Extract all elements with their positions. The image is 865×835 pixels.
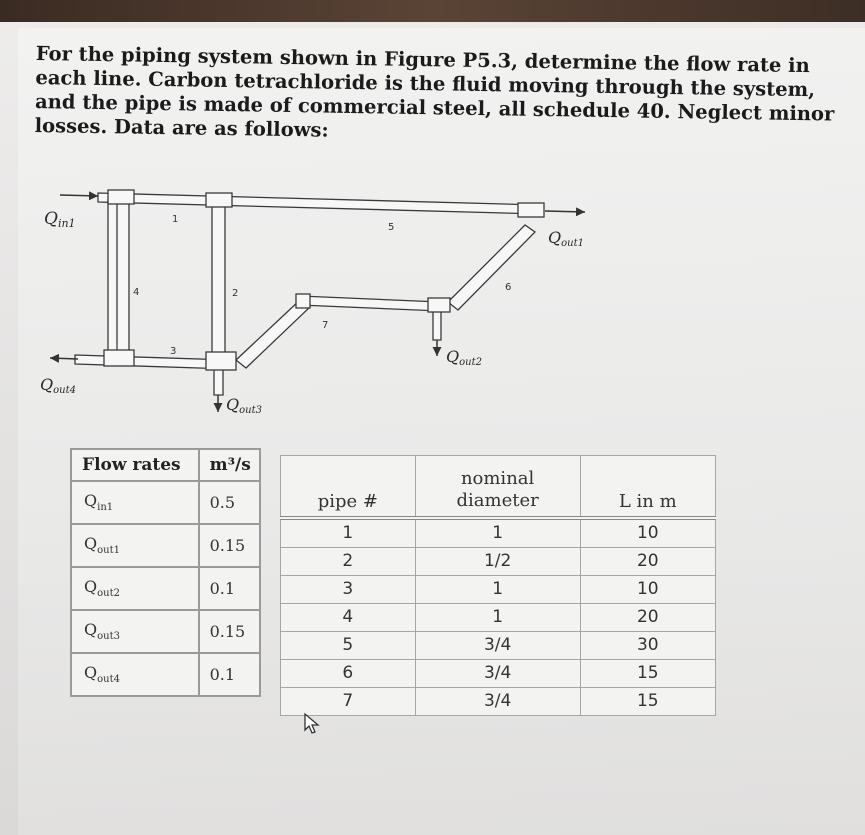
table-row [71,653,260,696]
table-row [281,548,716,576]
flow-value: 0.1 [199,567,260,610]
pipe-2 [212,204,225,360]
diameter-cell: 3/4 [415,632,580,660]
arrow-in1 [60,195,98,196]
q-out4-label: Qout4 [40,375,76,396]
q-out2-label: Qout2 [446,347,482,368]
flow-rates-table [70,448,261,697]
pipe-number-4: 4 [133,287,140,298]
flow-rates-header: Flow rates [71,449,199,481]
flow-label: $Q_{out2}$ [71,567,199,610]
tee-fitting [206,193,232,207]
table-row [71,481,260,524]
flow-label: $Q_{out3}$ [71,610,199,653]
pipe-cell: 7 [281,688,416,716]
elbow-fitting [104,350,134,366]
table-row [71,610,260,653]
pipe-cell: 6 [281,660,416,688]
pipe-number-header: pipe # [281,456,416,519]
problem-statement: For the piping system shown in Figure P5.3, determine the flow rate in each line. Carbon tetrachloride is the fluid moving through the system, and the pipe is made of commercial steel, all schedule 40. Neglect minor losses. Data are as follows: [34,42,835,142]
length-cell: 10 [580,518,715,548]
pipe-vertical-a [117,200,129,356]
pipe-6 [448,225,535,310]
pipe-out2-stub [433,308,441,340]
pipe-cell: 1 [281,518,416,548]
arrow-out4 [50,358,78,359]
length-cell: 15 [580,688,715,716]
length-cell: 15 [580,660,715,688]
diameter-cell: 1 [415,576,580,604]
elbow-fitting [428,298,450,312]
diameter-cell: 1 [415,604,580,632]
q-in1-label: Qin1 [44,209,76,230]
length-cell: 20 [580,604,715,632]
diameter-cell: 3/4 [415,688,580,716]
flow-value: 0.15 [199,524,260,567]
length-header: L in m [580,456,715,519]
pipe-number-6: 6 [505,282,512,293]
q-out3-label: Qout3 [226,395,262,416]
flow-value: 0.15 [199,610,260,653]
diameter-cell: 1/2 [415,548,580,576]
length-cell: 20 [580,548,715,576]
diameter-cell: 1 [415,518,580,548]
pipe-number-5: 5 [388,222,395,233]
table-row [281,632,716,660]
pipe-1 [98,193,540,214]
table-row [71,524,260,567]
flow-value: 0.1 [199,653,260,696]
table-header-row [71,449,260,481]
pipe-number-7: 7 [322,320,329,331]
pipe-7-diagonal [236,300,310,368]
table-row [281,660,716,688]
units-header: m³/s [199,449,260,481]
table-row [281,518,716,548]
pipe-number-3: 3 [170,346,177,357]
table-row [281,604,716,632]
table-header-row [281,456,716,519]
mouse-pointer-icon [303,712,323,736]
pipe-number-2: 2 [232,288,239,299]
pipe-cell: 3 [281,576,416,604]
diameter-cell: 3/4 [415,660,580,688]
pipe-cell: 2 [281,548,416,576]
diameter-header: nominal diameter [415,456,580,519]
flow-label: $Q_{out4}$ [71,653,199,696]
table-row [71,567,260,610]
pipe-7 [300,296,440,311]
tee-fitting [518,203,544,217]
table-row [281,576,716,604]
q-out1-label: Qout1 [548,228,584,249]
flow-label: $Q_{out1}$ [71,524,199,567]
tee-fitting [206,352,236,370]
table-row [281,688,716,716]
length-cell: 30 [580,632,715,660]
flow-label: $Q_{in1}$ [71,481,199,524]
pipe-cell: 5 [281,632,416,660]
tee-fitting [108,190,134,204]
pipe-number-1: 1 [172,214,179,225]
pipe-data-table [280,455,716,716]
pipe-cell: 4 [281,604,416,632]
arrow-out1 [545,211,585,212]
flow-value: 0.5 [199,481,260,524]
length-cell: 10 [580,576,715,604]
elbow-fitting [296,294,310,308]
